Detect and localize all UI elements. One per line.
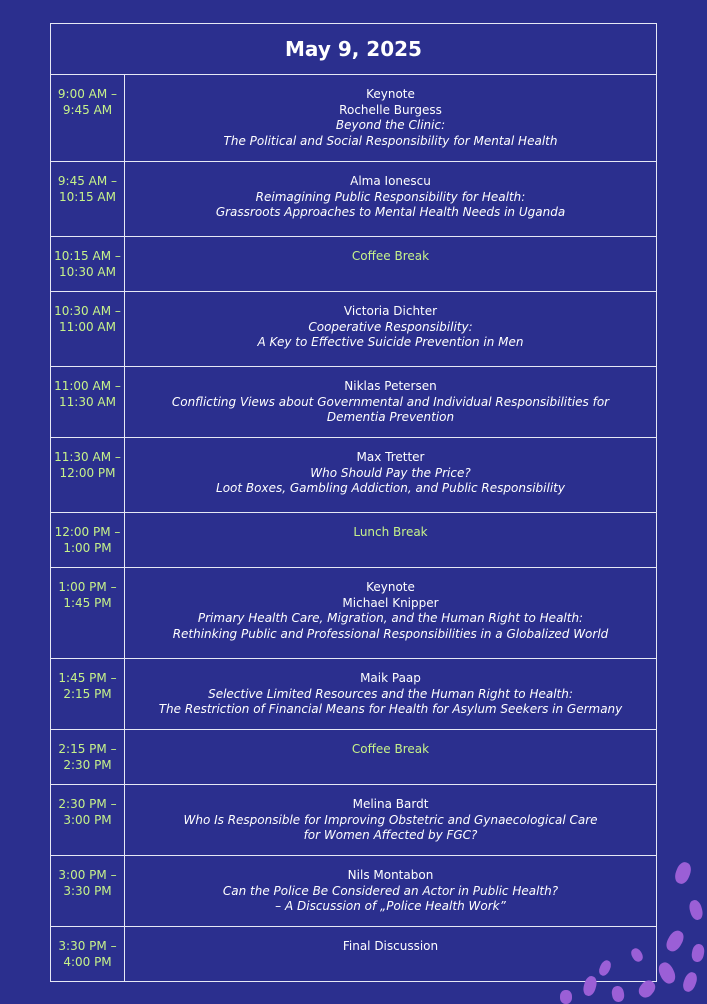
session-time-line: 11:00 AM xyxy=(59,319,116,334)
session-time-line: 2:30 PM xyxy=(63,757,112,772)
session-details xyxy=(125,75,656,161)
schedule-row xyxy=(51,659,656,730)
session-talk-title: Rethinking Public and Professional Responsibilities in a Globalized World xyxy=(172,626,609,641)
schedule-row xyxy=(51,513,656,568)
session-details xyxy=(125,730,656,784)
session-time-line: 2:15 PM xyxy=(63,686,112,701)
session-break-label: Lunch Break xyxy=(353,525,428,539)
session-time-line: 2:30 PM – xyxy=(58,797,117,811)
session-break-label: Coffee Break xyxy=(351,249,430,263)
session-speaker: Maik Paap xyxy=(360,671,421,685)
session-speaker: Final Discussion xyxy=(342,939,439,953)
session-details xyxy=(125,568,656,658)
brush-stroke-shape xyxy=(560,990,572,1004)
session-time xyxy=(51,237,125,291)
session-time-line: 12:00 PM xyxy=(59,465,116,480)
session-speaker: Keynote xyxy=(366,87,415,101)
session-speaker: Alma Ionescu xyxy=(350,174,431,188)
session-talk-title: A Key to Effective Suicide Prevention in Men xyxy=(257,335,524,349)
session-time-line: 4:00 PM xyxy=(63,954,112,969)
session-talk-title: Who Is Responsible for Improving Obstetric and Gynaecological Care xyxy=(183,812,598,827)
brush-stroke-shape xyxy=(681,971,699,994)
session-talk-title: The Restriction of Financial Means for Health for Asylum Seekers in Germany xyxy=(158,702,623,716)
session-time-line: 3:00 PM – xyxy=(58,868,117,882)
session-time-line: 1:45 PM – xyxy=(58,671,117,685)
schedule-row xyxy=(51,856,656,927)
session-talk-title: Loot Boxes, Gambling Addiction, and Public Responsibility xyxy=(216,481,565,495)
schedule-row xyxy=(51,292,656,367)
schedule-row xyxy=(51,237,656,292)
session-talk-title: Can the Police Be Considered an Actor in Public Health? xyxy=(222,883,559,898)
session-speaker: Melina Bardt xyxy=(352,797,429,811)
session-talk-title: for Women Affected by FGC? xyxy=(303,828,478,842)
session-time-line: 2:15 PM – xyxy=(58,742,117,756)
session-time-line: 1:00 PM xyxy=(63,540,112,555)
session-speaker: Michael Knipper xyxy=(342,595,439,610)
session-details xyxy=(125,513,656,567)
session-details xyxy=(125,367,656,437)
session-speaker: Niklas Petersen xyxy=(344,379,437,393)
session-time-line: 1:00 PM – xyxy=(58,580,117,594)
session-time-line: 9:45 AM xyxy=(62,102,113,117)
session-time xyxy=(51,367,125,437)
session-time-line: 11:00 AM – xyxy=(54,379,121,393)
session-time xyxy=(51,513,125,567)
brush-stroke-shape xyxy=(663,928,686,954)
session-talk-title: Selective Limited Resources and the Human Right to Health: xyxy=(208,686,573,701)
session-time-line: 9:45 AM – xyxy=(57,174,118,188)
session-time-line: 11:30 AM xyxy=(59,394,116,409)
session-time xyxy=(51,927,125,981)
session-speaker: Rochelle Burgess xyxy=(339,102,442,117)
session-details xyxy=(125,927,656,981)
session-details xyxy=(125,438,656,512)
session-details xyxy=(125,237,656,291)
session-time xyxy=(51,785,125,855)
session-details xyxy=(125,162,656,236)
session-talk-title: Dementia Prevention xyxy=(326,410,455,424)
session-time-line: 1:45 PM xyxy=(63,595,112,610)
session-talk-title: The Political and Social Responsibility for Mental Health xyxy=(223,133,558,148)
session-talk-title: Primary Health Care, Migration, and the Human Right to Health: xyxy=(197,611,584,625)
session-time xyxy=(51,856,125,926)
session-time-line: 10:15 AM – xyxy=(54,249,121,263)
schedule-row xyxy=(51,438,656,513)
schedule-table xyxy=(50,23,657,982)
session-time xyxy=(51,730,125,784)
session-speaker: Victoria Dichter xyxy=(343,304,438,318)
session-time-line: 3:30 PM – xyxy=(58,939,117,953)
session-break-label: Coffee Break xyxy=(351,742,430,756)
schedule-row xyxy=(51,730,656,785)
session-time xyxy=(51,75,125,161)
session-talk-title: – A Discussion of „Police Health Work” xyxy=(275,899,506,913)
schedule-rows xyxy=(51,75,656,981)
session-time-line: 12:00 PM – xyxy=(54,525,121,539)
session-details xyxy=(125,659,656,729)
session-time-line: 10:30 AM xyxy=(59,264,116,279)
session-time-line: 11:30 AM – xyxy=(54,450,121,464)
session-talk-title: Beyond the Clinic: xyxy=(335,118,446,132)
schedule-row xyxy=(51,367,656,438)
schedule-row xyxy=(51,785,656,856)
schedule-date-heading: May 9, 2025 xyxy=(51,24,656,75)
schedule-row xyxy=(51,927,656,981)
session-speaker: Keynote xyxy=(366,580,415,594)
brush-stroke-shape xyxy=(611,985,626,1003)
brush-stroke-shape xyxy=(691,943,706,963)
session-speaker: Nils Montabon xyxy=(347,868,434,882)
session-time xyxy=(51,438,125,512)
schedule-row xyxy=(51,568,656,659)
session-talk-title: Conflicting Views about Governmental and Individual Responsibilities for xyxy=(171,394,610,409)
brush-stroke-shape xyxy=(673,860,694,885)
session-talk-title: Grassroots Approaches to Mental Health Needs in Uganda xyxy=(215,205,566,219)
session-time-line: 3:30 PM xyxy=(63,883,112,898)
schedule-row xyxy=(51,162,656,237)
brush-stroke-shape xyxy=(656,960,678,986)
session-talk-title: Cooperative Responsibility: xyxy=(308,319,473,334)
schedule-row xyxy=(51,75,656,162)
session-details xyxy=(125,785,656,855)
session-talk-title: Reimagining Public Responsibility for Health: xyxy=(255,189,526,204)
session-time-line: 10:30 AM – xyxy=(54,304,121,318)
session-time xyxy=(51,659,125,729)
session-details xyxy=(125,292,656,366)
session-time xyxy=(51,162,125,236)
brush-stroke-shape xyxy=(688,899,705,921)
session-details xyxy=(125,856,656,926)
session-time-line: 3:00 PM xyxy=(63,812,112,827)
session-time-line: 10:15 AM xyxy=(59,189,116,204)
session-time xyxy=(51,292,125,366)
session-time-line: 9:00 AM – xyxy=(57,87,118,101)
session-speaker: Max Tretter xyxy=(356,450,425,464)
session-talk-title: Who Should Pay the Price? xyxy=(310,465,471,480)
session-time xyxy=(51,568,125,658)
